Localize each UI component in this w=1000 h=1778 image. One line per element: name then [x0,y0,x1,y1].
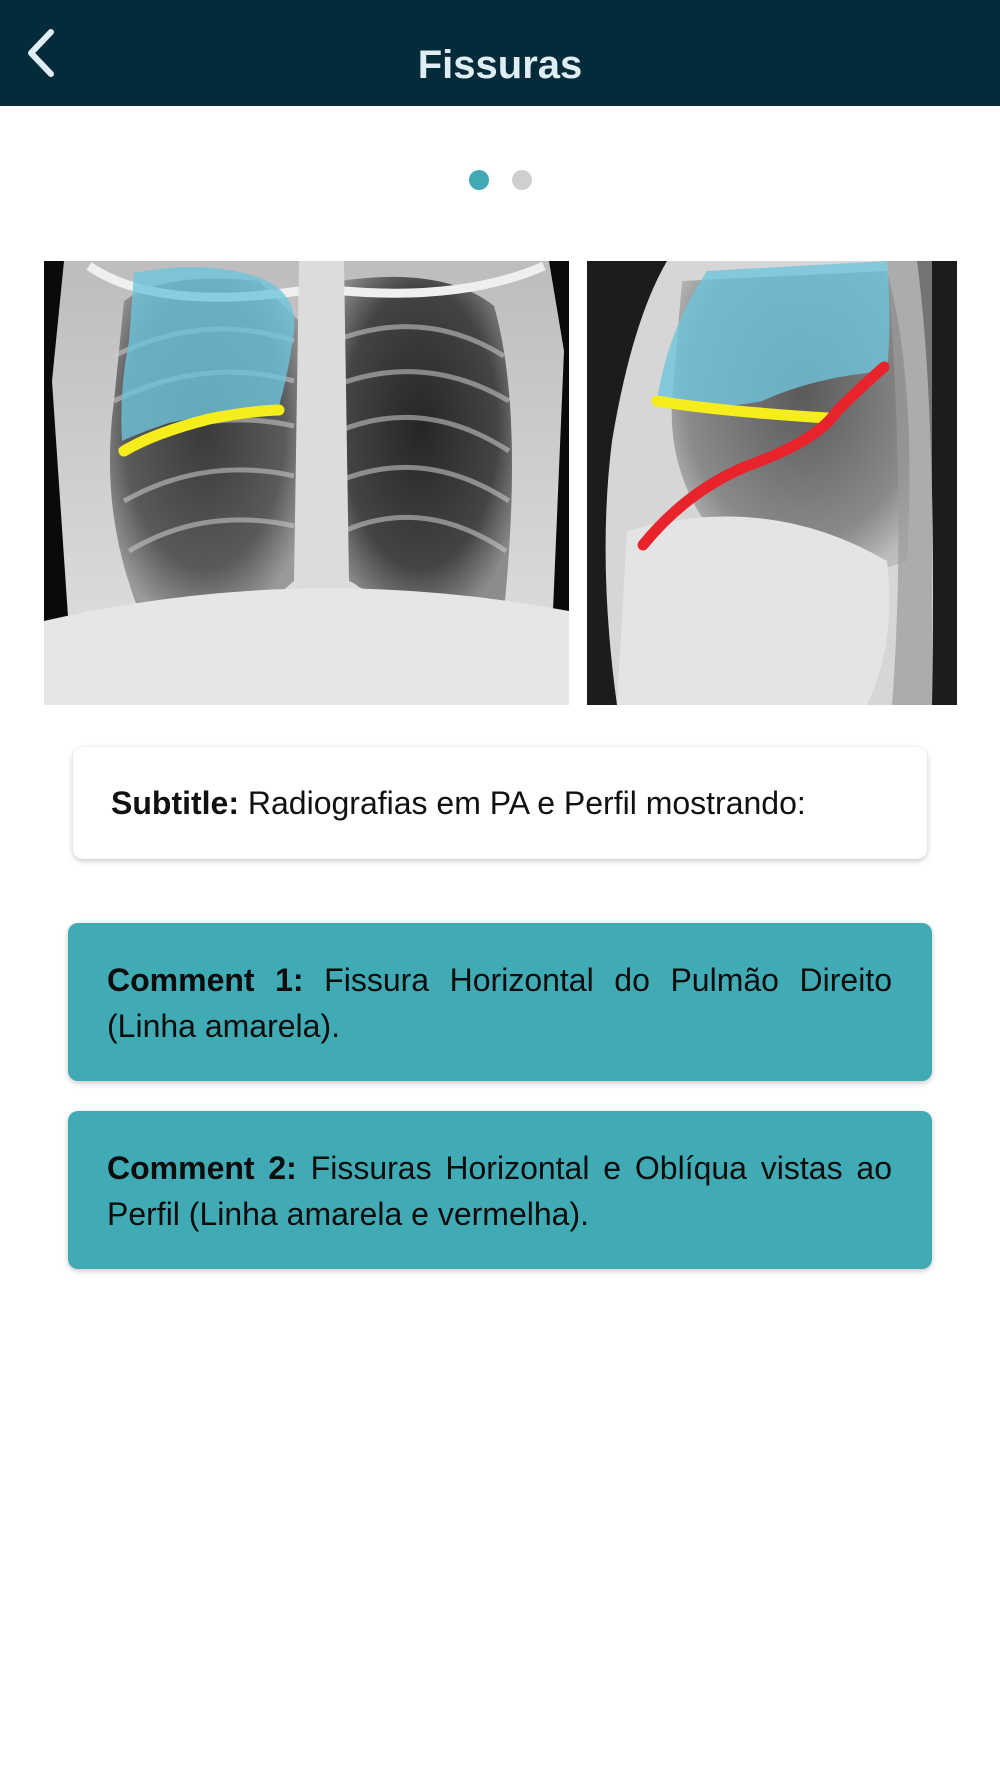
comment-2-text: Fissuras Horizontal e Oblíqua vistas ao Perfil (Linha amarela e vermelha). [107,1150,893,1232]
comment-card-2 [68,1111,932,1269]
subtitle-text: Radiografias em PA e Perfil mostrando: [247,784,806,821]
page-dot-1[interactable] [469,170,489,190]
comment-1-text: Fissura Horizontal do Pulmão Direito (Linha amarela). [107,962,893,1044]
comment-card-1 [68,923,932,1081]
comment-2-label: Comment 2: [107,1150,297,1186]
comment-1-label: Comment 1: [107,962,304,998]
app-header [0,0,1000,106]
page-indicator [0,170,1000,194]
subtitle-card [73,747,927,859]
chevron-left-icon [23,28,57,78]
page-title: Fissuras [417,43,583,87]
chest-xray-lateral-image[interactable] [587,261,957,705]
subtitle-label: Subtitle: [111,784,239,821]
page-dot-2[interactable] [512,170,532,190]
chest-xray-pa-image[interactable] [44,261,569,705]
back-button[interactable] [12,22,68,84]
